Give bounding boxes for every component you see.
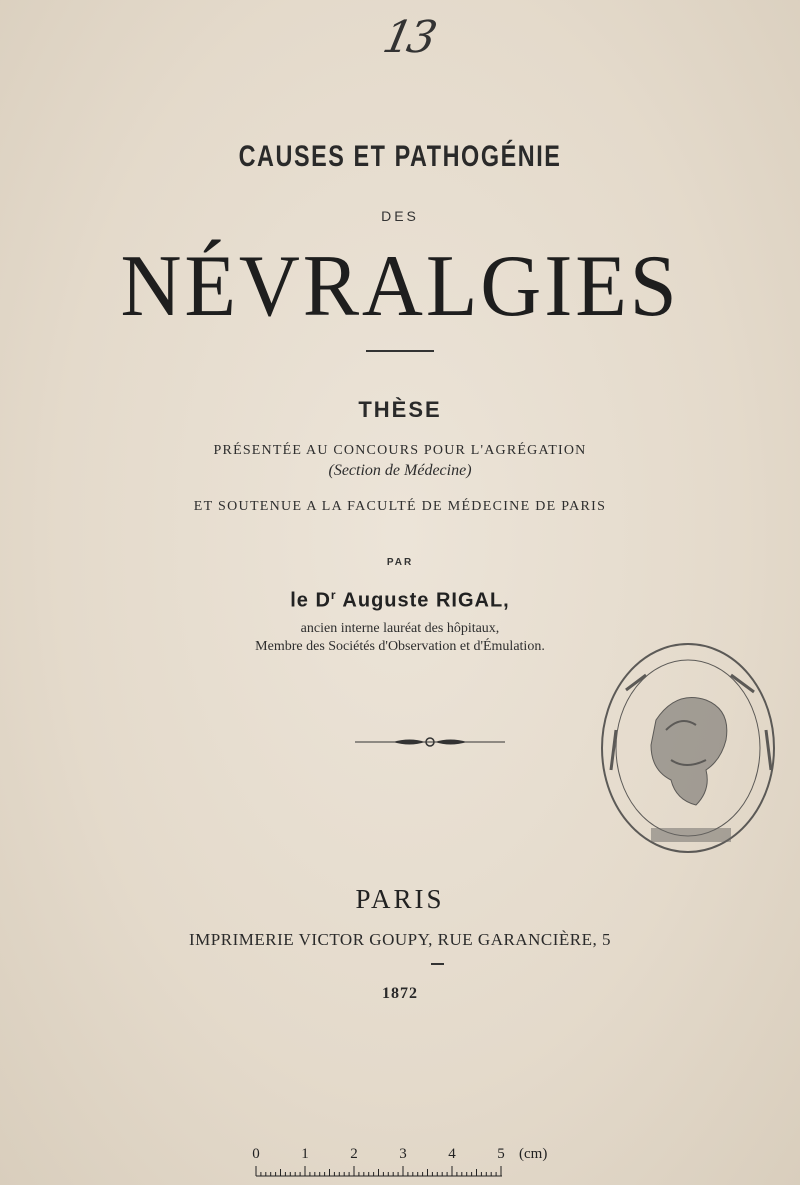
publication-year: 1872	[382, 985, 418, 1002]
scale-number-2: 2	[350, 1146, 358, 1162]
title-line-causes: CAUSES ET PATHOGÉNIE	[238, 140, 562, 173]
ornament-divider	[355, 734, 505, 750]
small-rule	[431, 963, 444, 965]
author-name	[0, 588, 800, 613]
scale-number-1: 1	[301, 1146, 309, 1162]
scale-number-0: 0	[252, 1146, 260, 1162]
author-prefix: le D	[290, 589, 331, 612]
these-heading: THÈSE	[358, 397, 442, 422]
presentation-line-3: ET SOUTENUE A LA FACULTÉ DE MÉDECINE DE PARIS	[193, 499, 607, 514]
affiliation-line-1: ancien interne lauréat des hôpitaux,	[300, 621, 500, 636]
printer-line: IMPRIMERIE VICTOR GOUPY, RUE GARANCIÈRE, 5	[189, 930, 611, 949]
par-label: PAR	[386, 557, 414, 568]
scale-number-5: 5	[497, 1146, 505, 1162]
handwritten-page-number: 13	[378, 12, 438, 63]
measurement-scale	[240, 1140, 510, 1180]
publication-city: PARIS	[355, 884, 445, 914]
presentation-line-2: (Section de Médecine)	[328, 462, 472, 479]
scale-number-3: 3	[399, 1146, 407, 1162]
author-prefix-sup: r	[330, 588, 337, 602]
scale-number-4: 4	[448, 1146, 456, 1162]
divider-rule	[366, 350, 434, 352]
main-title: NÉVRALGIES	[120, 238, 680, 335]
affiliation-line-2: Membre des Sociétés d'Observation et d'Émulation.	[255, 639, 545, 654]
library-stamp	[596, 630, 786, 860]
author-fullname: Auguste RIGAL,	[336, 589, 510, 612]
presentation-line-1: PRÉSENTÉE AU CONCOURS POUR L'AGRÉGATION	[213, 443, 587, 458]
title-des: DES	[381, 208, 419, 224]
scale-unit: (cm)	[519, 1146, 548, 1162]
